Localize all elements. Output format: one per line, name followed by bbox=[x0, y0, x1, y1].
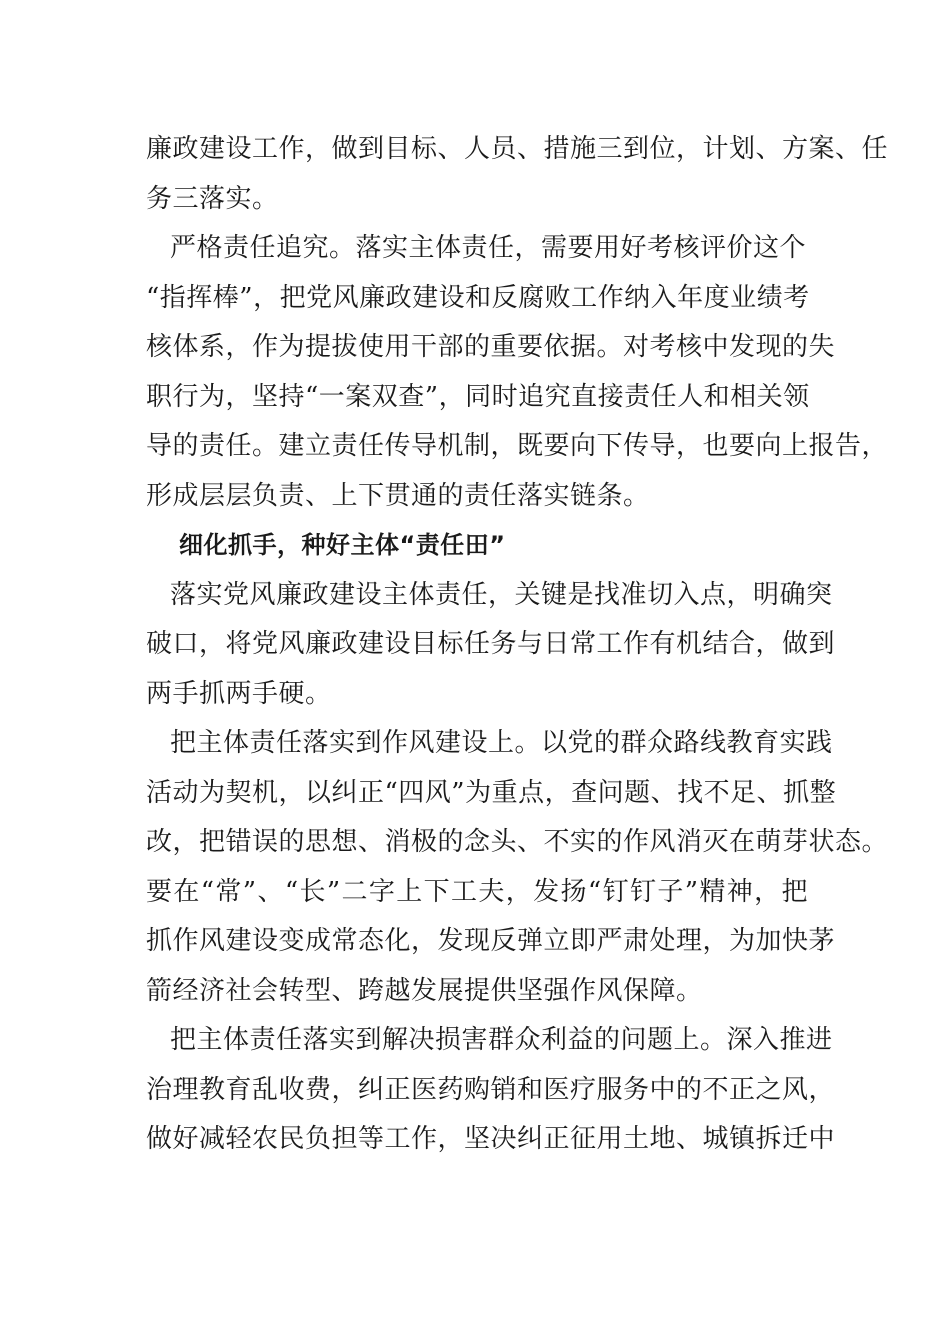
body-text bbox=[146, 125, 889, 1165]
text-line: 廉政建设工作，做到目标、人员、措施三到位，计划、方案、任 bbox=[146, 134, 889, 164]
text-line: 务三落实。 bbox=[146, 183, 279, 214]
text-line: 两手抓两手硬。 bbox=[146, 678, 332, 709]
text-line: 把主体责任落实到作风建设上。以党的群众路线教育实践 bbox=[170, 728, 833, 758]
text-line: 抓作风建设变成常态化，发现反弹立即严肃处理，为加快茅 bbox=[146, 926, 836, 956]
text-line: 破口，将党风廉政建设目标任务与日常工作有机结合，做到 bbox=[146, 629, 836, 659]
text-line: 形成层层负责、上下贯通的责任落实链条。 bbox=[146, 480, 650, 511]
text-line: “指挥棒”，把党风廉政建设和反腐败工作纳入年度业绩考 bbox=[146, 282, 810, 313]
text-line: 导的责任。建立责任传导机制，既要向下传导，也要向上报告， bbox=[146, 431, 889, 461]
text-line: 要在“常”、“长”二字上下工夫，发扬“钉钉子”精神，把 bbox=[146, 876, 808, 907]
text-line: 职行为，坚持“一案双查”，同时追究直接责任人和相关领 bbox=[146, 381, 810, 412]
text-line: 改，把错误的思想、消极的念头、不实的作风消灭在萌芽状态。 bbox=[146, 827, 889, 857]
text-line: 做好减轻农民负担等工作，坚决纠正征用土地、城镇拆迁中 bbox=[146, 1124, 836, 1154]
text-line: 把主体责任落实到解决损害群众利益的问题上。深入推进 bbox=[170, 1025, 833, 1055]
text-line: 治理教育乱收费，纠正医药购销和医疗服务中的不正之风， bbox=[146, 1074, 836, 1105]
section-heading: 细化抓手，种好主体“责任田” bbox=[179, 531, 506, 559]
text-line: 严格责任追究。落实主体责任，需要用好考核评价这个 bbox=[170, 233, 807, 263]
text-line: 箭经济社会转型、跨越发展提供坚强作风保障。 bbox=[146, 975, 703, 1006]
text-line: 核体系，作为提拔使用干部的重要依据。对考核中发现的失 bbox=[146, 332, 836, 362]
text-line: 落实党风廉政建设主体责任，关键是找准切入点，明确突 bbox=[170, 579, 833, 610]
text-line: 活动为契机，以纠正“四风”为重点，查问题、找不足、抓整 bbox=[146, 777, 837, 808]
